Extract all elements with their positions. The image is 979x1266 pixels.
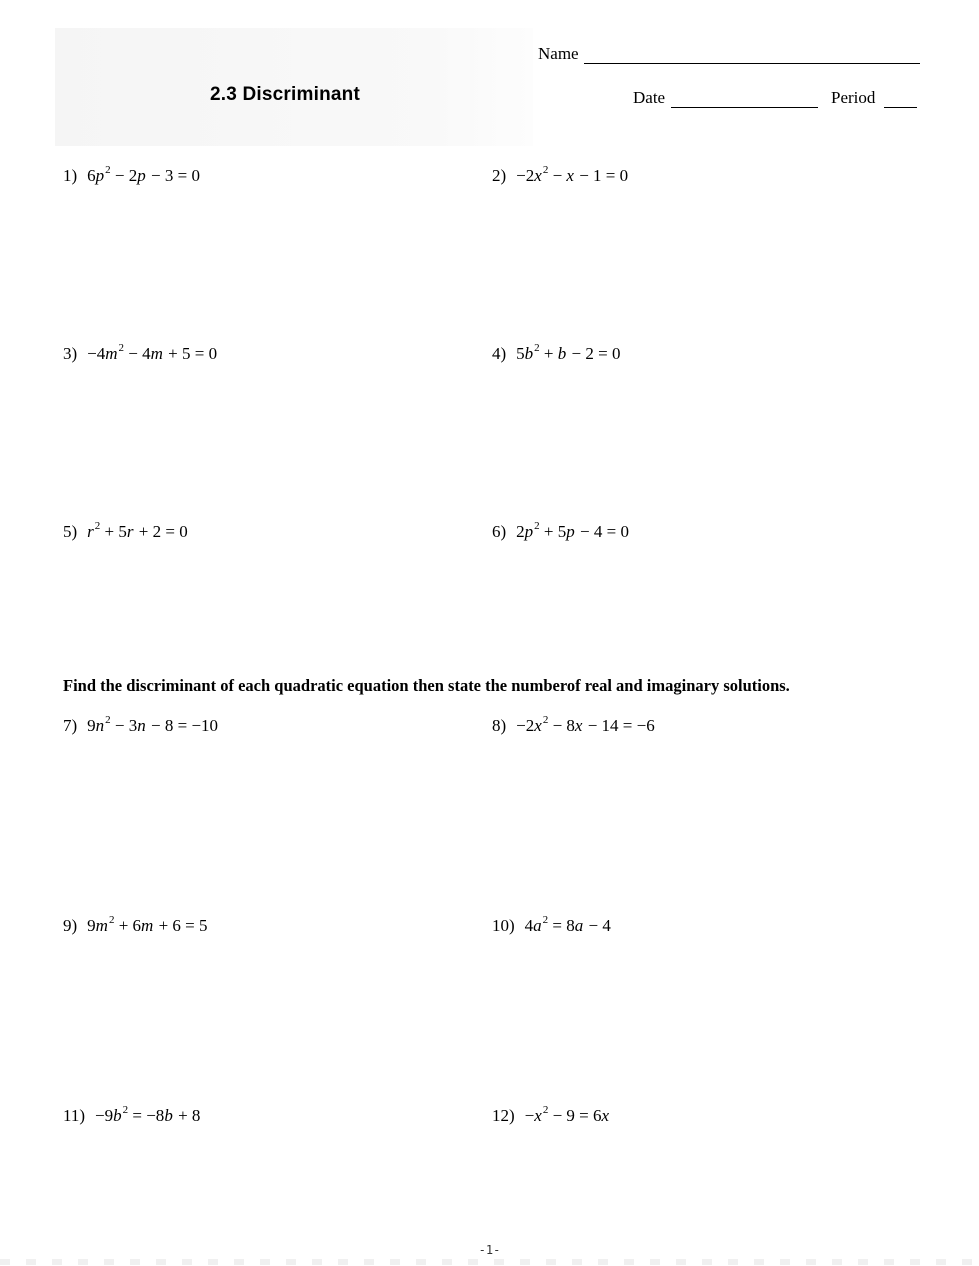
instruction-text: Find the discriminant of each quadratic equation then state the numberof real and imaginary solutions. (63, 676, 790, 695)
problem-equation: $9n^2 - 3n - 8 = -10$ (87, 714, 219, 735)
name-blank-line (584, 46, 920, 64)
problem-equation: $6p^2 - 2p - 3 = 0$ (87, 164, 200, 185)
problem-item (492, 166, 628, 186)
problem-item (63, 522, 188, 542)
problem-equation: $5b^2 + b - 2 = 0$ (516, 342, 621, 363)
problem-equation: $r^2 + 5r + 2 = 0$ (87, 520, 188, 541)
problem-item (492, 716, 655, 736)
problem-item (63, 344, 217, 364)
problem-item (63, 166, 200, 186)
page-number: -1- (478, 1243, 501, 1257)
problem-number: 5) (63, 522, 78, 541)
problem-equation: $-2x^2 - 8x - 14 = -6$ (516, 714, 655, 735)
period-blank-line (884, 90, 917, 108)
problem-number: 1) (63, 166, 78, 185)
problem-item (63, 716, 218, 736)
problem-item (492, 1106, 610, 1126)
problem-number: 2) (492, 166, 507, 185)
problem-equation: $-4m^2 - 4m + 5 = 0$ (87, 342, 218, 363)
problem-number: 6) (492, 522, 507, 541)
problem-equation: $9m^2 + 6m + 6 = 5$ (87, 914, 208, 935)
problem-item (492, 916, 611, 936)
page-title: 2.3 Discriminant (210, 84, 360, 105)
problem-number: 12) (492, 1106, 515, 1125)
period-label: Period (831, 88, 876, 107)
problem-item (63, 1106, 200, 1126)
bottom-cutoff-artifact (0, 1259, 979, 1265)
problem-number: 10) (492, 916, 515, 935)
date-label: Date (633, 88, 666, 107)
problem-equation: $2p^2 + 5p - 4 = 0$ (516, 520, 629, 541)
problem-equation: $-2x^2 - x - 1 = 0$ (516, 164, 629, 185)
problem-number: 8) (492, 716, 507, 735)
problem-item (492, 344, 620, 364)
problem-equation: $-9b^2 = -8b + 8$ (95, 1104, 201, 1125)
name-label: Name (538, 44, 579, 63)
date-blank-line (671, 90, 818, 108)
problem-equation: $4a^2 = 8a - 4$ (524, 914, 611, 935)
problem-number: 11) (63, 1106, 86, 1125)
problem-item (492, 522, 629, 542)
problem-item (63, 916, 208, 936)
problem-number: 7) (63, 716, 78, 735)
problem-equation: $-x^2 - 9 = 6x$ (524, 1104, 610, 1125)
problem-number: 4) (492, 344, 507, 363)
problem-number: 3) (63, 344, 78, 363)
problem-number: 9) (63, 916, 78, 935)
